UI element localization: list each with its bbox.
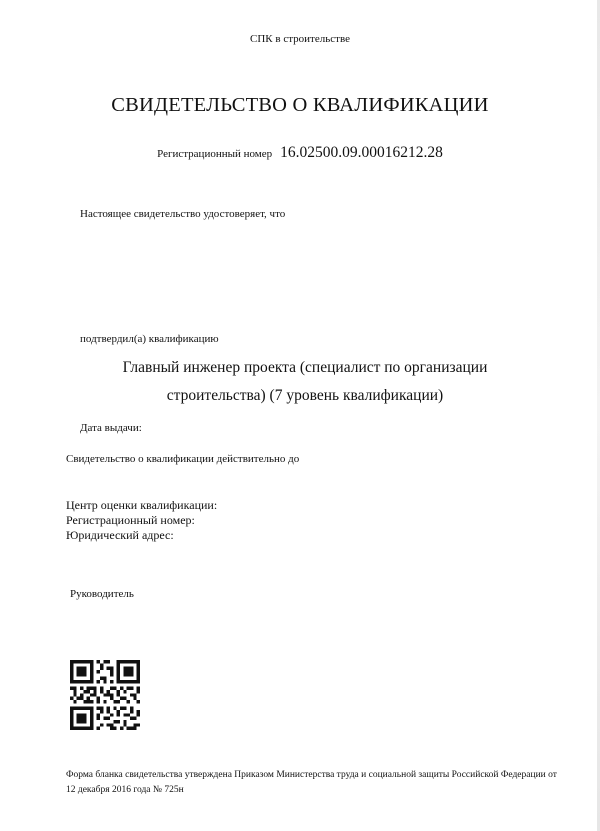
confirmed-qualification-text: подтвердил(а) квалификацию	[80, 333, 219, 345]
form-approval-footnote: Форма бланка свидетельства утверждена Приказом Министерства труда и социальной защиты Российской Федерации от 12 декабря 2016 года № 725н	[66, 770, 557, 795]
head-signature-label: Руководитель	[70, 588, 134, 600]
assessment-center-label: Центр оценки квалификации:	[66, 498, 218, 512]
registration-number-label: Регистрационный номер	[157, 148, 273, 160]
assessment-center-address-label: Юридический адрес:	[66, 528, 174, 542]
issue-date-label: Дата выдачи:	[80, 422, 142, 434]
registration-number-value: 16.02500.09.00016212.28	[280, 144, 443, 161]
document-title: СВИДЕТЕЛЬСТВО О КВАЛИФИКАЦИИ	[111, 94, 489, 116]
qualification-name-line-1: Главный инженер проекта (специалист по организации	[122, 359, 488, 376]
qr-code-icon	[70, 660, 140, 730]
assessment-center-reg-number-label: Регистрационный номер:	[66, 513, 195, 527]
qualification-name-line-2: строительства) (7 уровень квалификации)	[166, 387, 444, 404]
certifies-text: Настоящее свидетельство удостоверяет, что	[80, 208, 286, 220]
registration-row	[0, 145, 600, 161]
validity-text: Свидетельство о квалификации действительно до	[66, 453, 300, 465]
document-header: СПК в строительстве	[250, 33, 350, 45]
